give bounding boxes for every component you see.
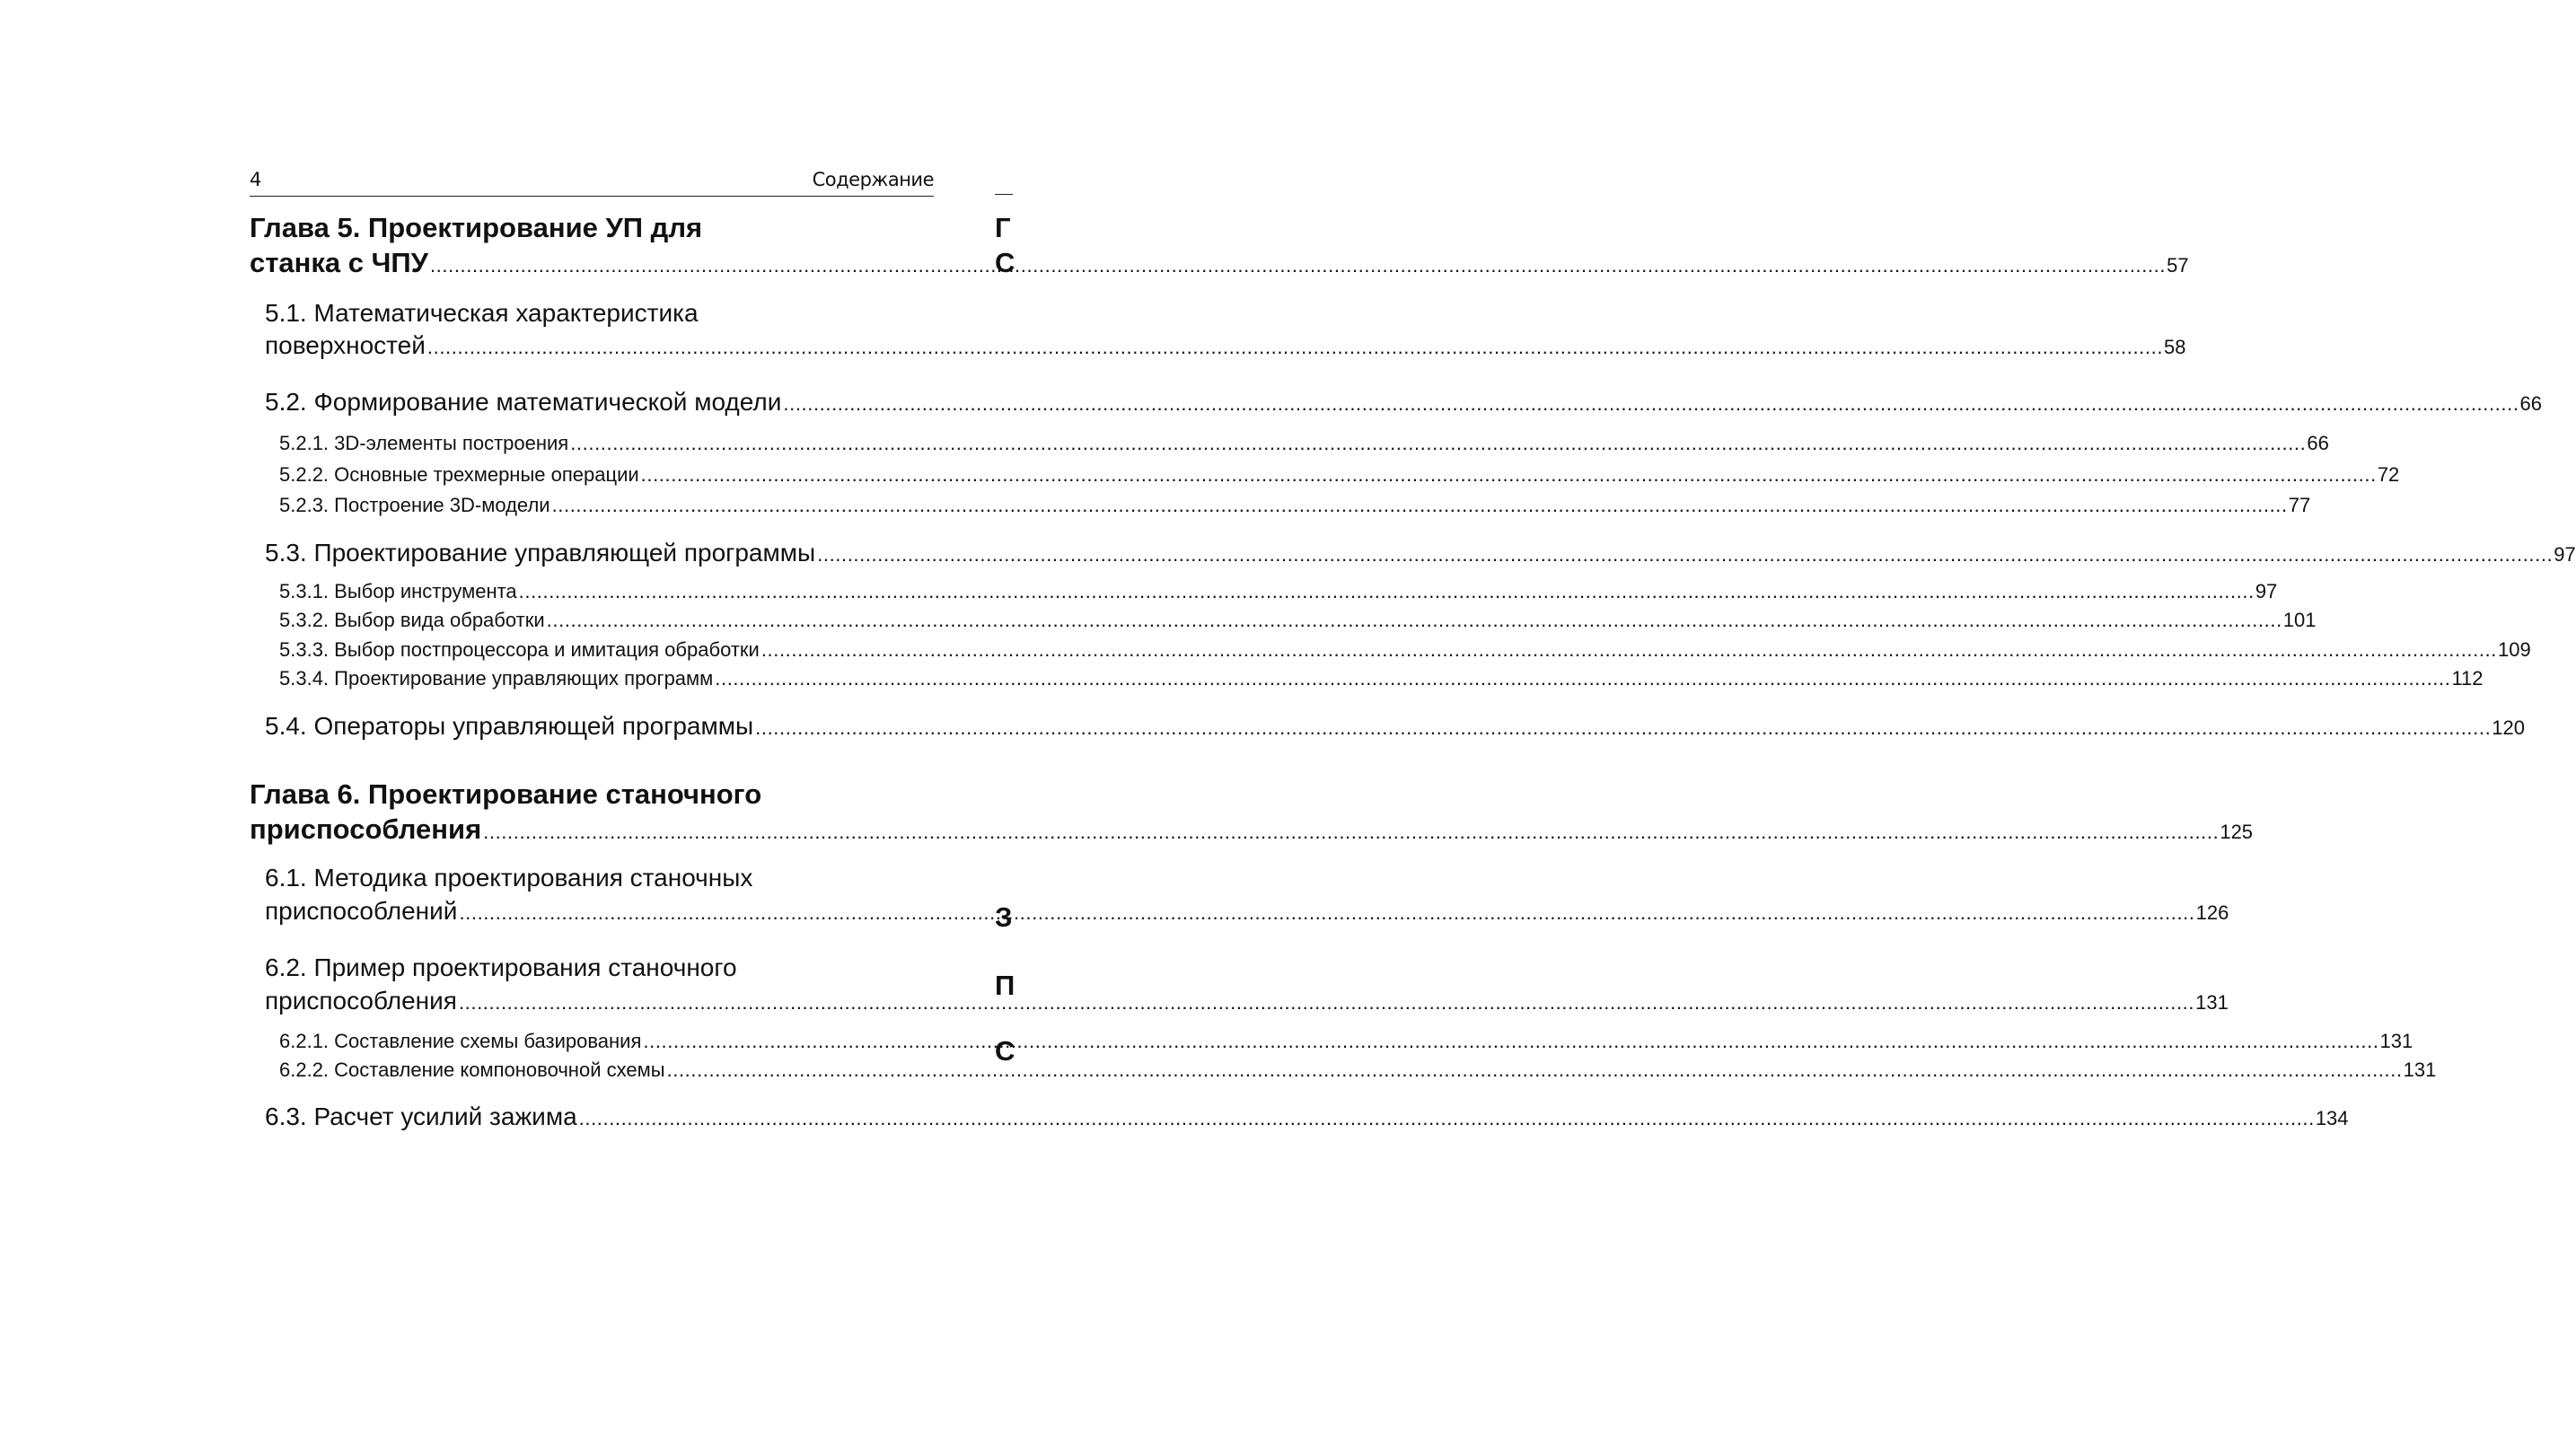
dot-leader: [427, 336, 2163, 359]
chapter-6-title-line1[interactable]: Глава 6. Проектирование станочного: [250, 778, 762, 810]
subsection-5-2-3-entry[interactable]: [279, 494, 2311, 517]
subsection-title: 6.2.2. Составление компоновочной схемы: [279, 1059, 665, 1081]
dot-leader: [783, 392, 2519, 416]
page-ref: 131: [2195, 991, 2229, 1014]
page-ref: 134: [2315, 1107, 2349, 1129]
page-ref: 58: [2164, 336, 2186, 358]
page-ref: 126: [2195, 901, 2229, 924]
chapter-6-title-line2: приспособления: [250, 813, 482, 845]
subsection-5-3-2-entry[interactable]: [279, 609, 2317, 632]
section-6-1-title-line2: приспособлений: [265, 897, 458, 925]
section-6-3-entry[interactable]: [265, 1103, 2349, 1131]
page-ref: 112: [2451, 667, 2484, 690]
page-ref: 57: [2167, 254, 2189, 277]
dot-leader: [715, 667, 2450, 690]
section-5-2-entry[interactable]: [265, 388, 2543, 417]
page-ref: 125: [2220, 821, 2254, 843]
dot-leader: [641, 463, 2377, 487]
dot-leader: [547, 609, 2282, 632]
subsection-title: 6.2.1. Составление схемы базирования: [279, 1030, 642, 1052]
subsection-5-2-2-entry[interactable]: [279, 463, 2400, 487]
section-6-2-entry[interactable]: [265, 987, 2229, 1015]
section-6-2-title-line2: приспособления: [265, 987, 457, 1015]
subsection-6-2-1-entry[interactable]: [279, 1030, 2413, 1053]
dot-leader: [459, 991, 2194, 1015]
section-5-4-entry[interactable]: [265, 712, 2526, 741]
chapter-5-title-line2: станка с ЧПУ: [250, 247, 428, 278]
dot-leader: [519, 580, 2255, 603]
page-header: [250, 167, 934, 197]
dot-leader: [579, 1107, 2315, 1130]
page-ref: 66: [2307, 432, 2329, 454]
page-ref: 131: [2403, 1059, 2437, 1081]
dot-leader: [761, 638, 2497, 662]
section-6-1-entry[interactable]: [265, 897, 2229, 926]
dot-leader: [643, 1030, 2378, 1053]
section-title: 6.3. Расчет усилий зажима: [265, 1103, 577, 1130]
page-ref: 109: [2497, 638, 2531, 661]
subsection-title: 5.3.3. Выбор постпроцессора и имитация обработки: [279, 638, 760, 661]
chapter-5-entry[interactable]: [250, 247, 2189, 279]
subsection-5-3-1-entry[interactable]: [279, 580, 2278, 603]
chapter-6-entry[interactable]: [250, 813, 2254, 846]
section-6-1-title-line1[interactable]: 6.1. Методика проектирования станочных: [265, 864, 753, 892]
page-ref: 101: [2282, 609, 2317, 631]
page-ref: 77: [2288, 494, 2311, 516]
dot-leader: [667, 1059, 2403, 1082]
section-5-1-entry[interactable]: [265, 331, 2186, 360]
adjacent-page-fragment: Г: [995, 212, 1011, 243]
page-ref: 66: [2519, 392, 2543, 415]
section-title: 5.3. Проектирование управляющей программы: [265, 539, 816, 567]
section-title: 5.2. Формирование математической модели: [265, 388, 782, 416]
adjacent-page-fragment: П: [995, 970, 1015, 1001]
running-title: Содержание: [812, 169, 934, 190]
dot-leader: [570, 432, 2306, 455]
section-5-1-title-line1[interactable]: 5.1. Математическая характеристика: [265, 299, 699, 327]
subsection-5-3-3-entry[interactable]: [279, 638, 2531, 662]
dot-leader: [483, 821, 2219, 844]
page-ref: 131: [2379, 1030, 2413, 1052]
section-5-3-entry[interactable]: [265, 539, 2576, 567]
subsection-title: 5.3.4. Проектирование управляющих программ: [279, 667, 714, 690]
dot-leader: [430, 254, 2166, 277]
page-ref: 72: [2377, 463, 2400, 486]
subsection-5-2-1-entry[interactable]: [279, 432, 2329, 455]
page-ref: 97: [2255, 580, 2278, 602]
adjacent-page-fragment: С: [995, 247, 1015, 278]
section-title: 5.4. Операторы управляющей программы: [265, 712, 754, 740]
dot-leader: [552, 494, 2288, 517]
subsection-5-3-4-entry[interactable]: [279, 667, 2484, 690]
chapter-5-title-line1[interactable]: Глава 5. Проектирование УП для: [250, 212, 703, 243]
section-5-1-title-line2: поверхностей: [265, 331, 426, 359]
subsection-title: 5.3.2. Выбор вида обработки: [279, 609, 545, 631]
adjacent-page-fragment: З: [995, 901, 1013, 933]
page-number: 4: [250, 169, 262, 190]
page-ref: 120: [2492, 716, 2526, 739]
adjacent-page-rule: [995, 194, 1013, 195]
subsection-title: 5.3.1. Выбор инструмента: [279, 580, 517, 602]
subsection-title: 5.2.2. Основные трехмерные операции: [279, 463, 639, 486]
dot-leader: [755, 716, 2491, 740]
dot-leader: [817, 543, 2553, 567]
adjacent-page-fragment: С: [995, 1035, 1015, 1067]
subsection-title: 5.2.1. 3D-элементы построения: [279, 432, 569, 454]
dot-leader: [459, 901, 2194, 925]
subsection-6-2-2-entry[interactable]: [279, 1059, 2437, 1082]
subsection-title: 5.2.3. Построение 3D-модели: [279, 494, 550, 516]
section-6-2-title-line1[interactable]: 6.2. Пример проектирования станочного: [265, 953, 737, 981]
page-ref: 97: [2554, 543, 2576, 566]
